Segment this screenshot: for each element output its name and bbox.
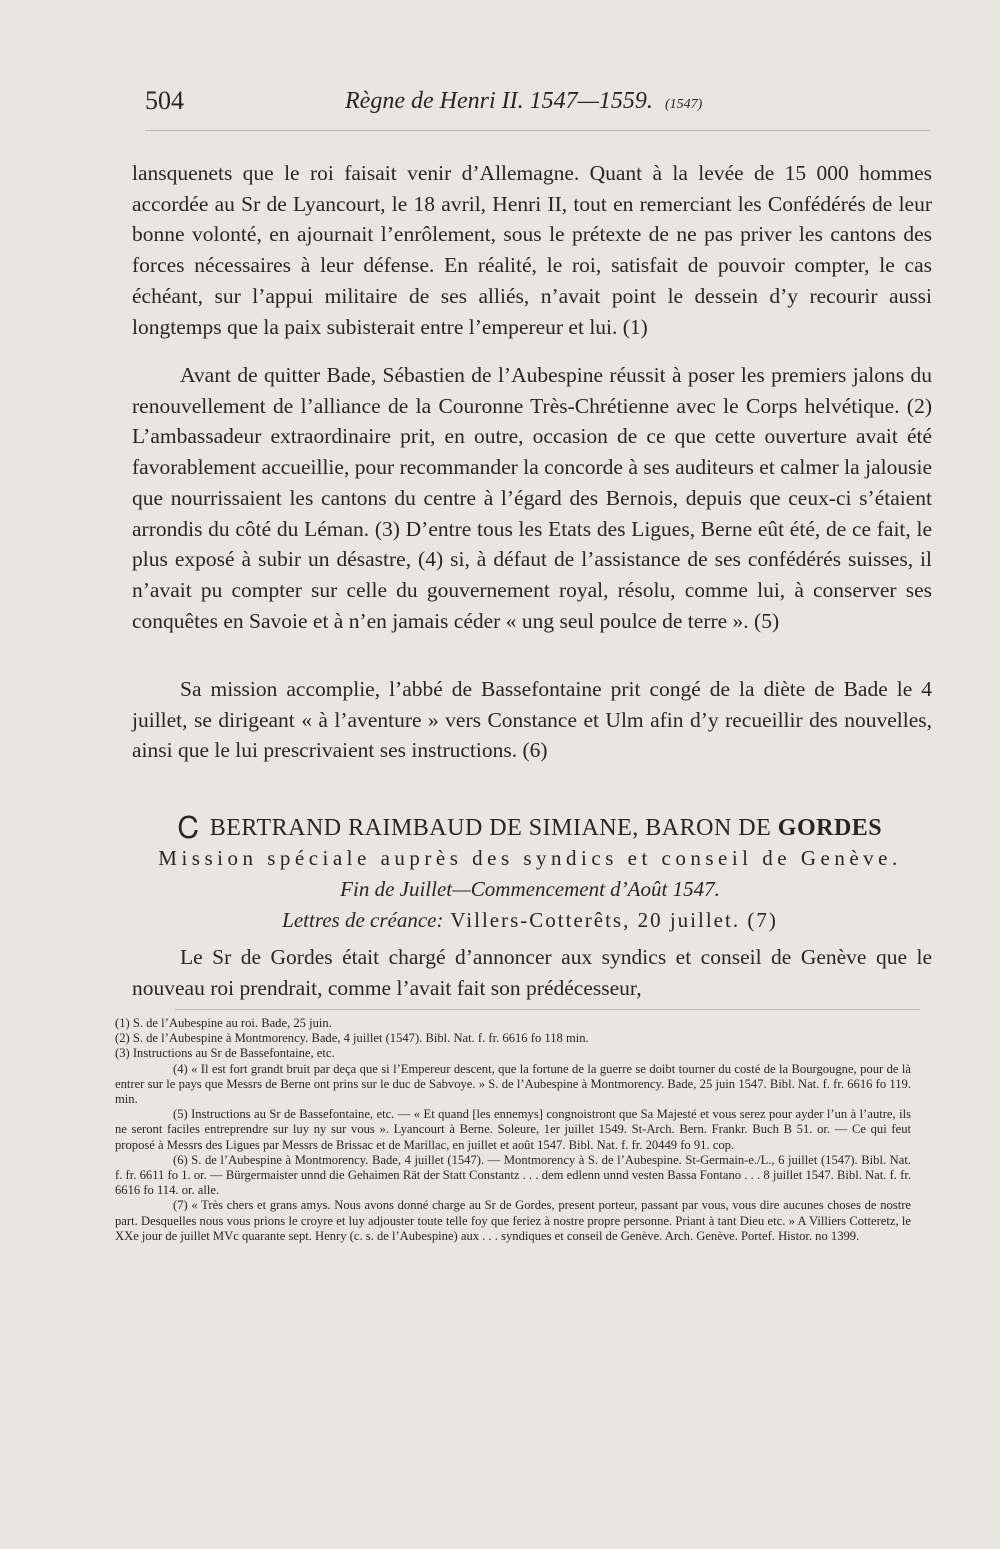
footnote-4: (4) « Il est fort grandt bruit par deça que si l’Empereur descent, que la fortune de la guerre se doibt tourner du costé de la Bourgougne, pour de là entrer sur le pays que Messrs de Berne ont prins sur le duc de Sabvoye. » S. de l’Aubespine à Montmorency. Bade, 25 juin 1547. Bibl. Nat. f. fr. 6616 fo 119. min. bbox=[115, 1061, 911, 1107]
section-mission: Mission spéciale auprès des syndics et conseil de Genève. bbox=[158, 846, 902, 870]
footnote-6: (6) S. de l’Aubespine à Montmorency. Bade, 4 juillet (1547). — Montmorency à S. de l’Aubespine. St-Germain-e./L., 6 juillet (1547). Bibl. Nat. f. fr. 6611 fo 1. or. — Bürgermaister unnd die Gehaimen Rät der Statt Constantz . . . dem edlenn unnd vesten Bassa Fontano . . . 8 juillet 1547. Bibl. Nat. f. fr. 6616 fo 114. or. alle. bbox=[115, 1152, 911, 1198]
footnote-3: (3) Instructions au Sr de Bassefontaine, etc. bbox=[115, 1046, 335, 1061]
section-title: BERTRAND RAIMBAUD DE SIMIANE, BARON DE bbox=[209, 815, 772, 841]
header-rule bbox=[145, 130, 930, 131]
paragraph-1: lansquenets que le roi faisait venir d’Allemagne. Quant à la levée de 15 000 hommes accordée au Sr de Lyancourt, le 18 avril, Henri II, tout en remerciant les Confédérés de leur bonne volonté, en ajournait l’enrôlement, sous le prétexte de ne pas priver les cantons des forces nécessaires à leur défense. En réalité, le roi, satisfait de pouvoir compter, le cas échéant, sur l’appui militaire de ses alliés, n’avait point le dessein d’y recourir aussi longtemps que la paix subisterait entre l’empereur et lui. (1) bbox=[132, 161, 932, 339]
paragraph-4: Le Sr de Gordes était chargé d’annoncer aux syndics et conseil de Genève que le nouveau roi prendrait, comme l’avait fait son prédécesseur, bbox=[132, 945, 932, 1000]
page-header bbox=[145, 86, 930, 126]
paragraph-3: Sa mission accomplie, l’abbé de Bassefontaine prit congé de la diète de Bade le 4 juillet, se dirigeant « à l’aventure » vers Constance et Ulm afin d’y recueillir des nouvelles, ainsi que le lui prescrivaient ses instructions. (6) bbox=[132, 677, 932, 763]
footnote-2: (2) S. de l’Aubespine à Montmorency. Bade, 4 juillet (1547). Bibl. Nat. f. fr. 6616 fo 118 min. bbox=[115, 1031, 589, 1046]
section-heading bbox=[130, 812, 930, 846]
footnote-5: (5) Instructions au Sr de Bassefontaine, etc. — « Et quand [les ennemys] congnoistront que Sa Majesté et vous serez pour ayder l’un à l’autre, ils ne seront faciles entreprendre sur luy ny sur vous ». Lyancourt à Berne. Soleure, 1er juillet 1549. St-Arch. Bern. Frankr. Buch B 51. or. — Ce qui feut proposé à Messrs des Ligues par Messrs de Brissac et de Marillac, en juillet et août 1547. Bibl. Nat. f. fr. 20449 fo 91. cop. bbox=[115, 1107, 911, 1152]
section-symbol: Ꮯ bbox=[177, 812, 200, 845]
creance-label: Lettres de créance: bbox=[282, 908, 444, 932]
paragraph-2: Avant de quitter Bade, Sébastien de l’Aubespine réussit à poser les premiers jalons du renouvellement de l’alliance de la Couronne Très-Chrétienne avec le Corps helvétique. (2) L’ambassadeur extraordinaire prit, en outre, occasion de ce que cette ouverture avait été favorablement accueillie, pour recommander la concorde à ses auditeurs et calmer la jalousie que nourrissaient les cantons du centre à l’égard des Bernois, depuis que ceux-ci s’étaient arrondis du côté du Léman. (3) D’entre tous les Etats des Ligues, Berne eût été, de ce fait, le plus exposé à subir un désastre, (4) si, à défaut de l’assistance de ses confédérés suisses, il n’avait pu compter sur celle du gouvernement royal, résolu, comme lui, à conserver ses conquêtes en Savoie et à n’en jamais céder « ung seul poulce de terre ». (5) bbox=[132, 363, 932, 633]
section-title-bold: GORDES bbox=[777, 815, 883, 841]
footnote-7: (7) « Très chers et grans amys. Nous avons donné charge au Sr de Gordes, present porteur, passant par vous, vous dire aucunes choses de nostre part. Desquelles nous vous prions le croyre et luy adjouster toute telle foy que feriez à nostre propre personne. Priant à tant Dieu etc. » A Villiers Cotteretz, le XXe jour de juillet MVc quarante sept. Henry (c. s. de l’Aubespine) aux . . . syndiques et conseil de Genève. Arch. Genève. Portef. Histor. no 1399. bbox=[115, 1198, 911, 1243]
footnotes bbox=[115, 1016, 911, 1244]
footnote-rule bbox=[175, 1009, 920, 1010]
section-creance bbox=[130, 908, 930, 933]
running-title bbox=[345, 88, 702, 115]
footnote-1: (1) S. de l’Aubespine au roi. Bade, 25 juin. bbox=[115, 1016, 332, 1030]
running-title-text: Règne de Henri II. 1547—1559. bbox=[345, 88, 653, 114]
section-date: Fin de Juillet—Commencement d’Août 1547. bbox=[340, 877, 720, 901]
creance-text: Villers-Cotterêts, 20 juillet. (7) bbox=[450, 908, 778, 932]
running-year: (1547) bbox=[664, 97, 703, 112]
page-number: 504 bbox=[145, 86, 184, 115]
